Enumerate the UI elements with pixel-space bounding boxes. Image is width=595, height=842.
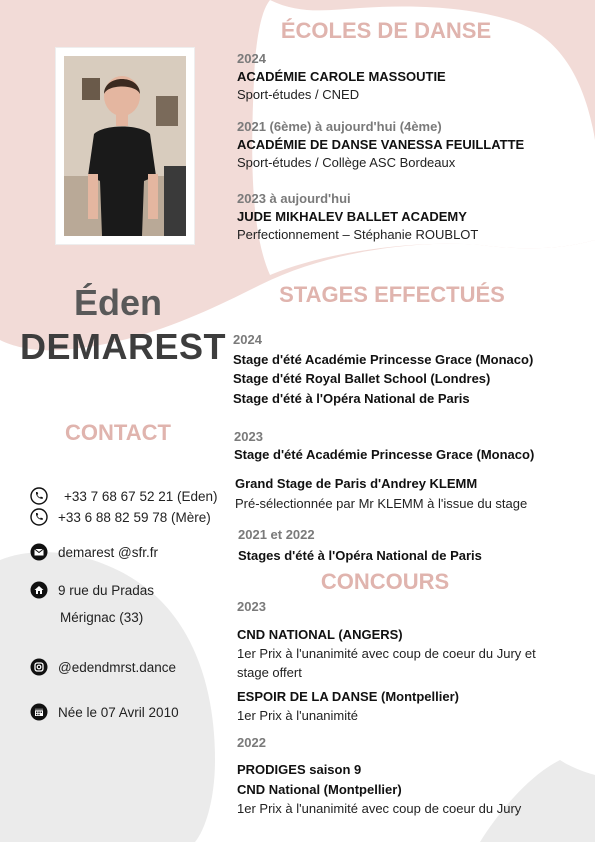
concours-2023 (237, 598, 587, 616)
concours-detail: 1er Prix à l'unanimité (237, 708, 358, 723)
address-line-2: Mérignac (33) (60, 610, 144, 625)
concours-detail: 1er Prix à l'unanimité avec coup de coeur du Jury (237, 801, 522, 816)
ecole-item (237, 190, 587, 244)
instagram-text: @edendmrst.dance (58, 659, 177, 675)
concours-year: 2022 (237, 735, 266, 750)
profile-photo (64, 56, 186, 236)
contact-birthdate (30, 703, 179, 721)
concours-name: CND NATIONAL (ANGERS) (237, 627, 403, 642)
concours-2022 (237, 734, 587, 752)
stage-item: Stages d'été à l'Opéra National de Paris (238, 548, 482, 563)
home-icon (30, 581, 48, 599)
ecole-name: ACADÉMIE DE DANSE VANESSA FEUILLATTE (237, 137, 525, 152)
concours-detail: stage offert (237, 665, 302, 680)
contact-email (30, 543, 158, 561)
stage-item: Stage d'été Académie Princesse Grace (Monaco) (233, 351, 534, 367)
calendar-icon (30, 703, 48, 721)
phone-icon (30, 508, 48, 526)
contact-instagram (30, 658, 176, 676)
ecole-year: 2024 (237, 51, 266, 66)
concours-item (237, 687, 587, 725)
mail-icon (30, 543, 48, 561)
ecole-year: 2021 (6ème) à aujourd'hui (4ème) (237, 119, 442, 134)
concours-year: 2023 (237, 599, 266, 614)
stage-item: Stage d'été Royal Ballet School (Londres) (233, 371, 491, 386)
ecole-detail: Perfectionnement – Stéphanie ROUBLOT (237, 227, 479, 242)
stages-heading: STAGES EFFECTUÉS (279, 282, 505, 307)
concours-name: PRODIGES saison 9 (237, 762, 362, 777)
ecole-name: JUDE MIKHALEV BALLET ACADEMY (237, 209, 467, 224)
last-name: DEMAREST (20, 326, 227, 367)
stages-year: 2024 (233, 332, 262, 347)
concours-item (237, 625, 587, 682)
phone-icon (30, 487, 48, 505)
concours-heading: CONCOURS (320, 569, 450, 594)
ecole-year: 2023 à aujourd'hui (237, 191, 351, 206)
ecole-detail: Sport-études / Collège ASC Bordeaux (237, 155, 456, 170)
stages-2023 (234, 428, 587, 464)
phone-2-text: +33 6 88 82 59 78 (Mère) (58, 509, 211, 525)
first-name: Éden (73, 282, 162, 323)
stage-item: Grand Stage de Paris d'Andrey KLEMM (235, 476, 478, 491)
stage-note: Pré-sélectionnée par Mr KLEMM à l'issue du stage (235, 496, 528, 511)
contact-phone-1 (30, 487, 218, 505)
stage-item: Stage d'été Académie Princesse Grace (Monaco) (234, 447, 535, 462)
concours-name: CND National (Montpellier) (237, 781, 402, 797)
address-line-1: 9 rue du Pradas (58, 582, 155, 598)
birthdate-text: Née le 07 Avril 2010 (58, 704, 179, 720)
stages-2024 (233, 330, 587, 408)
concours-name: ESPOIR DE LA DANSE (Montpellier) (237, 689, 459, 704)
ecole-item (237, 50, 587, 104)
instagram-icon (30, 658, 48, 676)
ecoles-heading: ÉCOLES DE DANSE (280, 18, 492, 43)
stage-item: Stage d'été à l'Opéra National de Paris (233, 390, 470, 406)
email-text: demarest @sfr.fr (58, 544, 158, 560)
contact-heading: CONTACT (65, 420, 171, 445)
grand-stage (235, 474, 587, 514)
contact-address (30, 581, 154, 599)
ecole-name: ACADÉMIE CAROLE MASSOUTIE (237, 69, 446, 84)
profile-photo-frame (56, 48, 194, 244)
concours-detail: 1er Prix à l'unanimité avec coup de coeur du Jury et (237, 646, 536, 661)
stages-2021-2022 (238, 524, 587, 566)
ecole-detail: Sport-études / CNED (237, 87, 360, 102)
phone-1-text: +33 7 68 67 52 21 (Eden) (64, 488, 218, 504)
contact-phone-2 (30, 508, 211, 526)
stages-year: 2023 (234, 429, 263, 444)
stages-year: 2021 et 2022 (238, 527, 315, 542)
concours-item (237, 760, 587, 819)
ecole-item (237, 118, 587, 172)
